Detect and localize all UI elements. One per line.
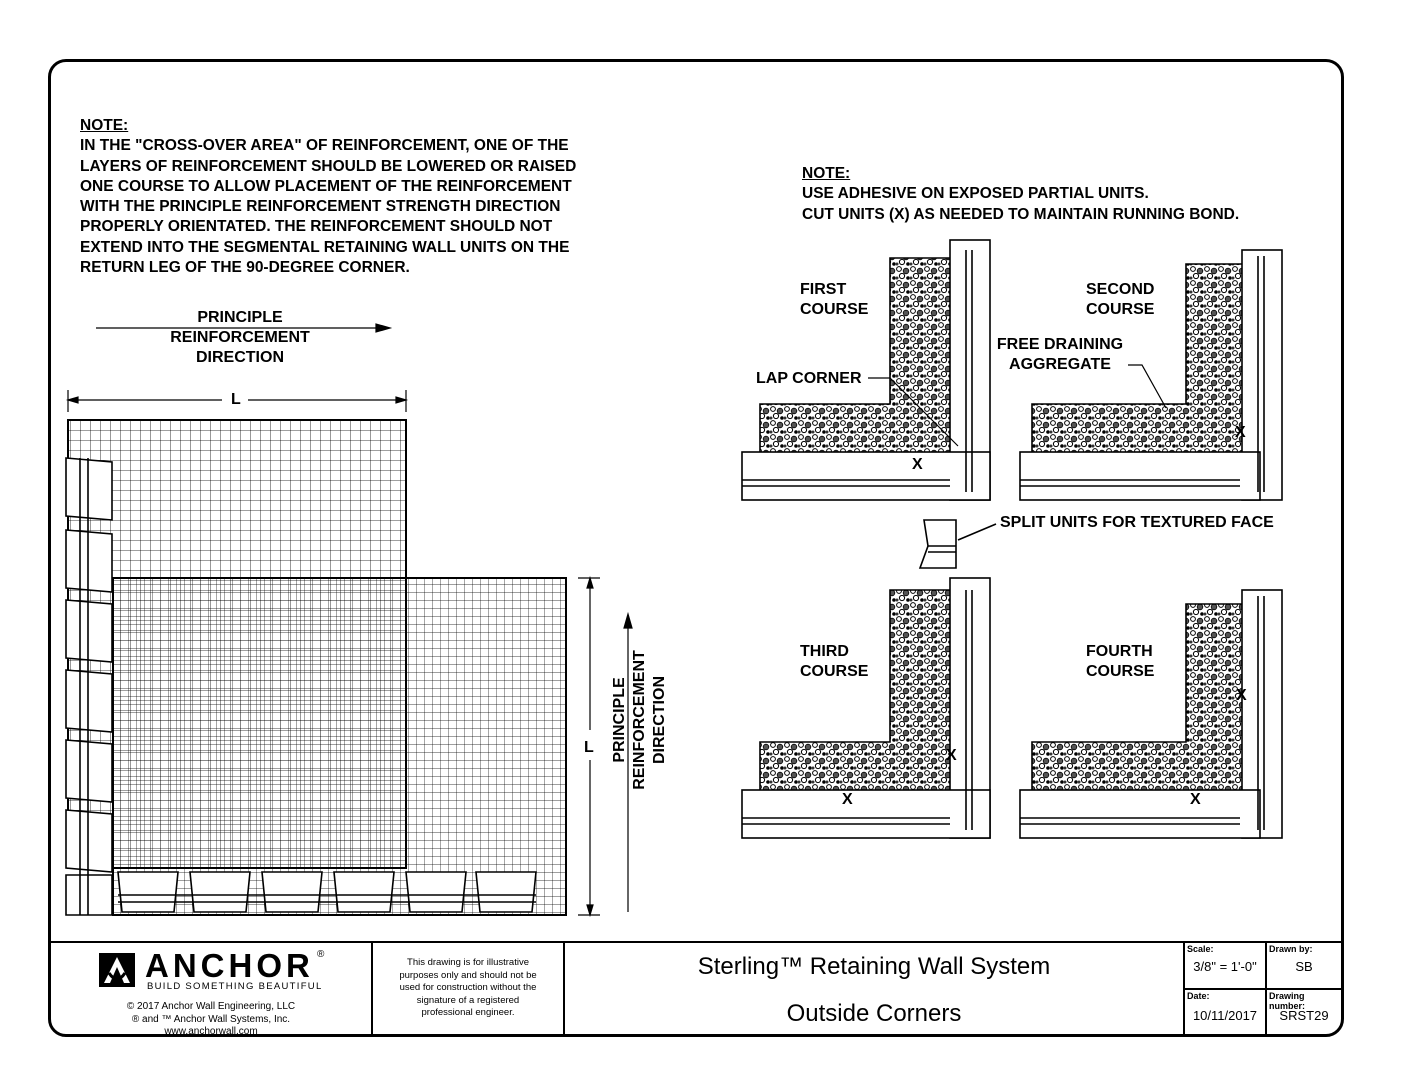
- course-fourth-detail: [1020, 590, 1282, 838]
- left-note-line: RETURN LEG OF THE 90-DEGREE CORNER.: [80, 259, 410, 277]
- course-word: FIRST: [800, 281, 847, 298]
- course-third-label: [800, 642, 868, 682]
- divider: [1183, 988, 1341, 990]
- drawn-by-label: Drawn by:: [1269, 944, 1313, 954]
- course-word: COURSE: [800, 301, 869, 318]
- scale-label: Scale:: [1187, 944, 1214, 954]
- title-block: [51, 941, 1341, 1035]
- cut-mark: X: [1236, 687, 1247, 704]
- date-value: 10/11/2017: [1192, 1008, 1258, 1023]
- split-units-label: SPLIT UNITS FOR TEXTURED FACE: [1000, 514, 1274, 531]
- left-note-line: ONE COURSE TO ALLOW PLACEMENT OF THE REINFORCEMENT: [80, 177, 572, 195]
- disclaimer-line: signature of a registered: [416, 994, 520, 1006]
- lap-corner-label: LAP CORNER: [756, 370, 862, 387]
- copyright: [91, 1001, 331, 1039]
- course-second-label: [1086, 280, 1154, 320]
- right-note-line: USE ADHESIVE ON EXPOSED PARTIAL UNITS.: [802, 185, 1149, 203]
- copyright-line: ® and ™ Anchor Wall Systems, Inc.: [131, 1013, 291, 1025]
- left-note-line: EXTEND INTO THE SEGMENTAL RETAINING WALL UNITS ON THE: [80, 238, 570, 256]
- left-note-line: WITH THE PRINCIPLE REINFORCEMENT STRENGTH DIRECTION: [80, 198, 561, 216]
- left-note-line: LAYERS OF REINFORCEMENT SHOULD BE LOWERED OR RAISED: [80, 157, 577, 175]
- left-note-heading: NOTE:: [80, 117, 129, 134]
- course-word: FOURTH: [1086, 643, 1153, 660]
- disclaimer-line: professional engineer.: [421, 1007, 515, 1018]
- dimension-top: [68, 390, 406, 412]
- cut-mark: X: [946, 747, 957, 764]
- copyright-line: © 2017 Anchor Wall Engineering, LLC: [126, 1001, 296, 1012]
- direction-word: DIRECTION: [651, 676, 668, 764]
- direction-word: PRINCIPLE: [611, 677, 628, 763]
- disclaimer-line: used for construction without the: [399, 982, 537, 993]
- course-third-detail: [742, 578, 990, 838]
- brand-tagline: BUILD SOMETHING BEAUTIFUL: [147, 981, 323, 992]
- drawn-by-value: SB: [1295, 959, 1313, 974]
- date-label: Date:: [1187, 991, 1210, 1001]
- course-word: THIRD: [800, 643, 849, 660]
- direction-word: DIRECTION: [196, 349, 284, 366]
- dimension-top-label: L: [231, 391, 241, 408]
- cut-mark: X: [842, 791, 853, 808]
- course-fourth-label: [1086, 642, 1154, 682]
- disclaimer: [377, 957, 559, 1020]
- aggregate-word: AGGREGATE: [1009, 356, 1111, 373]
- scale-value: 3/8" = 1'-0": [1193, 959, 1257, 974]
- direction-word: REINFORCEMENT: [170, 329, 310, 346]
- right-note-heading: NOTE:: [802, 165, 851, 182]
- anchor-logo-icon: [99, 953, 135, 987]
- split-unit-icon: [920, 520, 996, 568]
- drawing-number-label: Drawing number:: [1269, 991, 1305, 1011]
- left-note-line: IN THE "CROSS-OVER AREA" OF REINFORCEMENT, ONE OF THE: [80, 137, 569, 155]
- disclaimer-line: purposes only and should not be: [399, 969, 537, 981]
- dimension-side: [578, 578, 600, 915]
- course-word: COURSE: [1086, 301, 1155, 318]
- left-note-line: PROPERLY ORIENTATED. THE REINFORCEMENT SHOULD NOT: [80, 218, 553, 236]
- drawing-subtitle: Outside Corners: [786, 1000, 962, 1027]
- course-word: SECOND: [1086, 281, 1155, 298]
- divider: [371, 941, 373, 1035]
- direction-word: PRINCIPLE: [197, 309, 283, 326]
- direction-arrow-side: [624, 614, 632, 912]
- cut-mark: X: [1190, 791, 1201, 808]
- right-note-line: CUT UNITS (X) AS NEEDED TO MAINTAIN RUNNING BOND.: [802, 205, 1240, 223]
- drawing-title: Sterling™ Retaining Wall System: [697, 953, 1051, 980]
- aggregate-word: FREE DRAINING: [996, 336, 1124, 353]
- reinforcement-grid-lower: [113, 578, 566, 915]
- website-link[interactable]: www.anchorwall.com: [164, 1026, 258, 1037]
- direction-arrow-top: [96, 324, 390, 332]
- dimension-side-label: L: [584, 739, 594, 756]
- drawing-number-value: SRST29: [1279, 1008, 1329, 1023]
- cut-mark: X: [1235, 424, 1246, 441]
- cut-mark: X: [912, 456, 923, 473]
- course-word: COURSE: [1086, 663, 1155, 680]
- brand-name: ANCHOR: [145, 947, 314, 984]
- course-word: COURSE: [800, 663, 869, 680]
- divider: [51, 941, 1341, 943]
- disclaimer-line: This drawing is for illustrative: [407, 957, 529, 968]
- free-draining-label: [990, 335, 1130, 375]
- brand-reg-mark: ®: [317, 949, 325, 960]
- course-first-label: [800, 280, 868, 320]
- direction-word: REINFORCEMENT: [631, 650, 648, 790]
